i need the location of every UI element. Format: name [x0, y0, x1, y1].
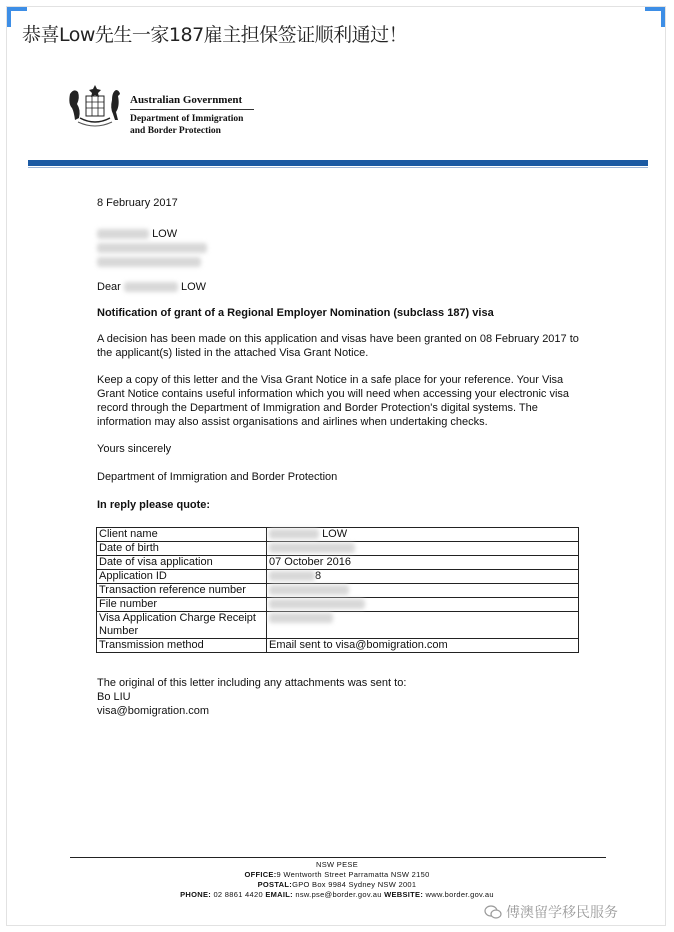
- letter-footer: [0, 860, 674, 900]
- agent-email: visa@bomigration.com: [97, 705, 210, 717]
- recipient-surname: LOW: [152, 228, 178, 240]
- redacted-block: [269, 613, 333, 623]
- table-label: Transaction reference number: [97, 584, 267, 598]
- table-value: [267, 598, 579, 612]
- distribution-block: [97, 676, 587, 718]
- redacted-block: [269, 585, 349, 595]
- table-row: [97, 528, 579, 542]
- department-line-2: and Border Protection: [130, 126, 221, 136]
- agent-name: Bo LIU: [97, 691, 131, 703]
- coat-of-arms-icon: [64, 82, 126, 130]
- postal-address: POSTAL:GPO Box 9984 Sydney NSW 2001: [257, 880, 417, 889]
- letter-paragraph-2: Keep a copy of this letter and the Visa Grant Notice in a safe place for your reference. Your Visa Grant Notice contains useful information which you will need when accessing your electronic visa record through the Department of Immigration and Border Protection's digital systems. The information may also assist organisations and airlines when undertaking checks.: [97, 374, 570, 428]
- recipient-address-line-1: [97, 241, 587, 255]
- letterhead-text: [130, 94, 254, 137]
- table-row: [97, 612, 579, 639]
- table-row: [97, 584, 579, 598]
- table-label: Visa Application Charge Receipt Number: [97, 612, 267, 639]
- table-row: [97, 570, 579, 584]
- redacted-block: [269, 571, 315, 581]
- reply-heading: In reply please quote:: [97, 499, 211, 511]
- table-row: [97, 639, 579, 653]
- reference-table: [96, 527, 579, 653]
- table-label: Application ID: [97, 570, 267, 584]
- redacted-block: [97, 257, 201, 267]
- redacted-block: [269, 599, 365, 609]
- department-name: [130, 113, 254, 137]
- redacted-block: [269, 543, 355, 553]
- table-label: Client name: [97, 528, 267, 542]
- table-value: [267, 612, 579, 639]
- table-label: File number: [97, 598, 267, 612]
- letter-closing: Yours sincerely: [97, 443, 172, 455]
- table-value: [267, 528, 579, 542]
- recipient-name: [97, 227, 587, 241]
- footer-rule: [70, 857, 606, 858]
- table-value: [267, 570, 579, 584]
- watermark-text: 傅澳留学移民服务: [506, 905, 618, 921]
- government-name: Australian Government: [130, 94, 254, 110]
- table-value: [267, 584, 579, 598]
- redacted-block: [124, 282, 178, 292]
- letter-date: 8 February 2017: [97, 197, 178, 209]
- corner-marker-top-right: [645, 7, 665, 27]
- table-value: 07 October 2016: [267, 556, 579, 570]
- watermark: [484, 902, 618, 922]
- table-label: Date of birth: [97, 542, 267, 556]
- client-surname: LOW: [322, 528, 348, 540]
- application-id-suffix: 8: [315, 570, 322, 582]
- letter-body: [97, 196, 587, 512]
- salutation-surname: LOW: [180, 281, 207, 293]
- office-name: NSW PESE: [316, 860, 358, 869]
- redacted-block: [269, 529, 319, 539]
- salutation: [97, 280, 587, 294]
- department-line-1: Department of Immigration: [130, 114, 244, 124]
- letterhead-rule: [28, 160, 648, 166]
- letterhead-rule-thin: [28, 167, 648, 168]
- redacted-block: [97, 229, 149, 239]
- original-sent-note: The original of this letter including any attachments was sent to:: [97, 677, 407, 689]
- table-row: [97, 556, 579, 570]
- letter-paragraph-1: A decision has been made on this application and visas have been granted on 08 February 2017 to the applicant(s) listed in the attached Visa Grant Notice.: [97, 333, 579, 359]
- table-row: [97, 542, 579, 556]
- contact-line: PHONE: 02 8861 4420 EMAIL: nsw.pse@border.gov.au WEBSITE: www.border.gov.au: [180, 890, 494, 899]
- table-label: Transmission method: [97, 639, 267, 653]
- table-row: [97, 598, 579, 612]
- post-headline: 恭喜Low先生一家187雇主担保签证顺利通过！: [22, 24, 408, 46]
- table-label: Date of visa application: [97, 556, 267, 570]
- letter-signoff: Department of Immigration and Border Protection: [97, 471, 338, 483]
- office-address: OFFICE:9 Wentworth Street Parramatta NSW 2150: [244, 870, 430, 879]
- table-value: [267, 542, 579, 556]
- table-value: Email sent to visa@bomigration.com: [267, 639, 579, 653]
- letter-subject: Notification of grant of a Regional Employer Nomination (subclass 187) visa: [97, 307, 494, 319]
- redacted-block: [97, 243, 207, 253]
- salutation-prefix: Dear: [97, 281, 121, 293]
- recipient-address-line-2: [97, 255, 587, 269]
- wechat-icon: [484, 905, 502, 919]
